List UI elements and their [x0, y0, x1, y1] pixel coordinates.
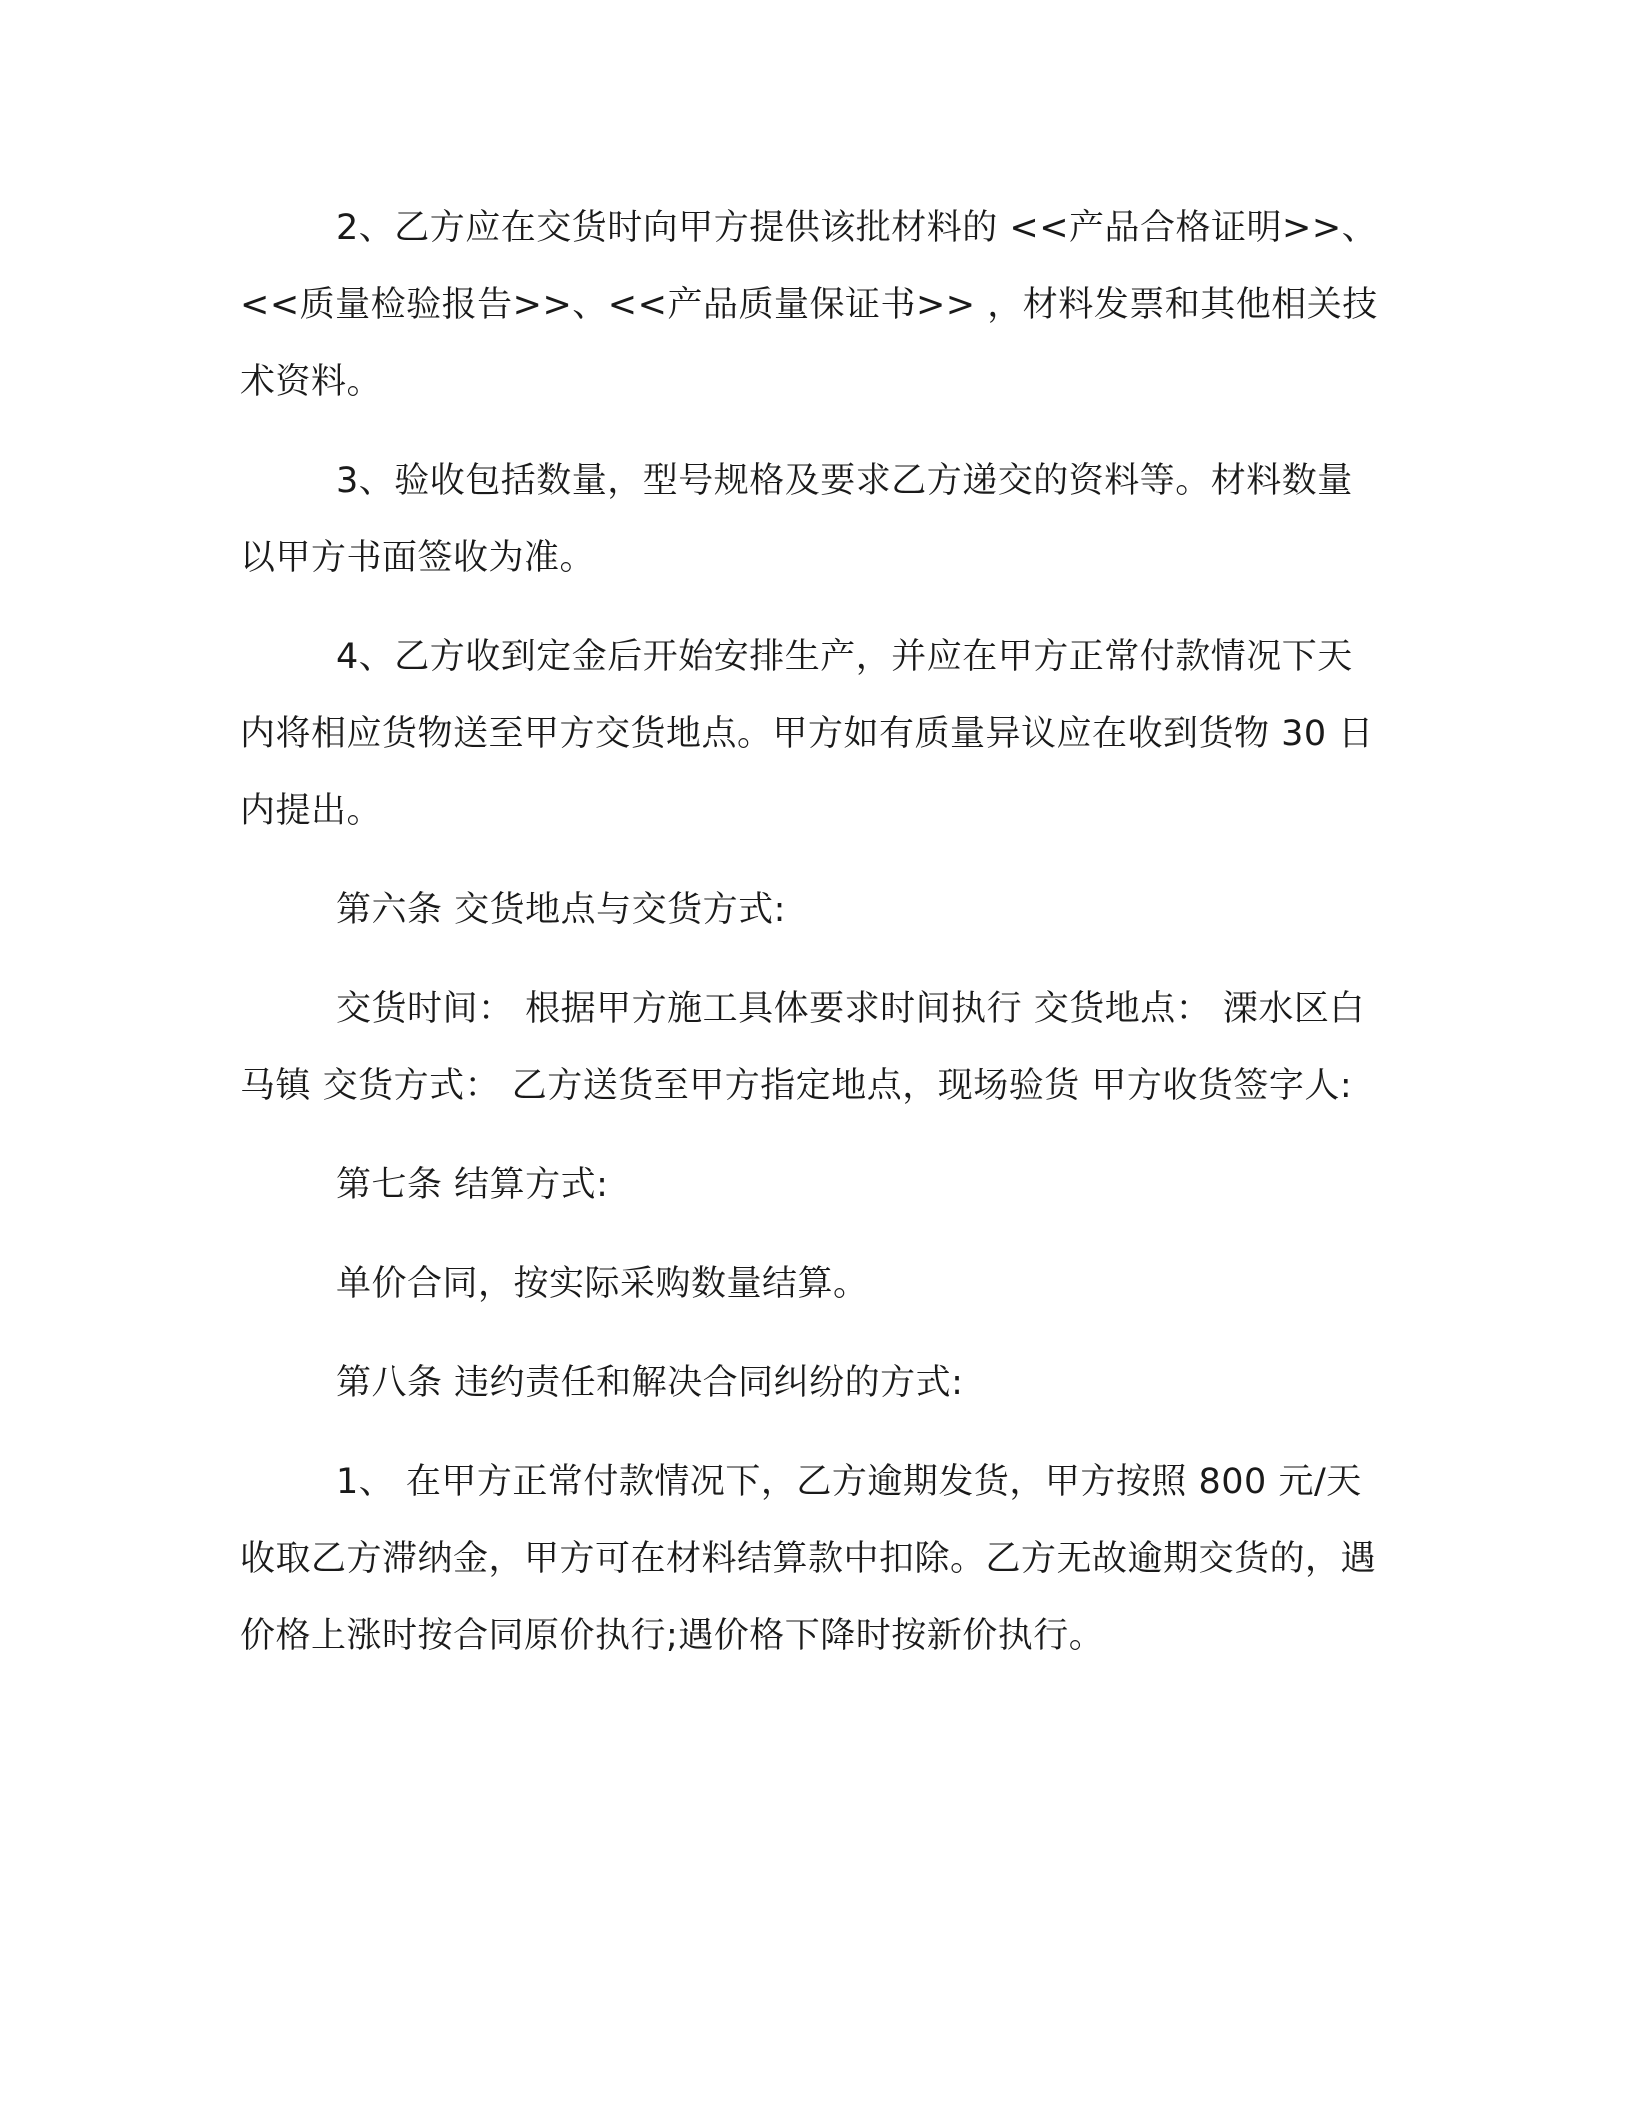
article-7-heading: 第七条 结算方式: [336, 1165, 609, 1205]
clause-paragraph-2-documents: 2、乙方应在交货时向甲方提供该批材料的 <<产品合格证明>>、<<质量检验报告>>、<<产品质量保证书>> ，材料发票和其他相关技术资料。 [240, 208, 1378, 402]
paragraph-gap [240, 421, 1380, 443]
paragraph-gap [240, 1323, 1380, 1345]
article-8-heading: 第八条 违约责任和解决合同纠纷的方式: [336, 1363, 964, 1403]
clause-paragraph-3-acceptance: 3、验收包括数量，型号规格及要求乙方递交的资料等。材料数量以甲方书面签收为准。 [240, 461, 1353, 578]
clause-paragraph-4-production: 4、乙方收到定金后开始安排生产，并应在甲方正常付款情况下天内将相应货物送至甲方交货地点。甲方如有质量异议应在收到货物 30 日内提出。 [240, 637, 1374, 831]
document-page [240, 190, 1380, 1990]
paragraph-gap [240, 850, 1380, 872]
article-6-heading: 第六条 交货地点与交货方式: [336, 890, 786, 930]
liability-paragraph-1: 1、 在甲方正常付款情况下，乙方逾期发货，甲方按照 800 元/天收取乙方滞纳金，甲方可在材料结算款中扣除。乙方无故逾期交货的，遇价格上涨时按合同原价执行;遇价格下降时按新价执行。 [240, 1462, 1377, 1656]
paragraph-gap [240, 597, 1380, 619]
paragraph-gap [240, 1422, 1380, 1444]
paragraph-gap [240, 1125, 1380, 1147]
paragraph-gap [240, 949, 1380, 971]
delivery-details-paragraph: 交货时间： 根据甲方施工具体要求时间执行 交货地点： 溧水区白马镇 交货方式： 乙方送货至甲方指定地点，现场验货 甲方收货签字人: [240, 989, 1365, 1106]
settlement-paragraph: 单价合同，按实际采购数量结算。 [336, 1264, 869, 1304]
paragraph-gap [240, 1224, 1380, 1246]
